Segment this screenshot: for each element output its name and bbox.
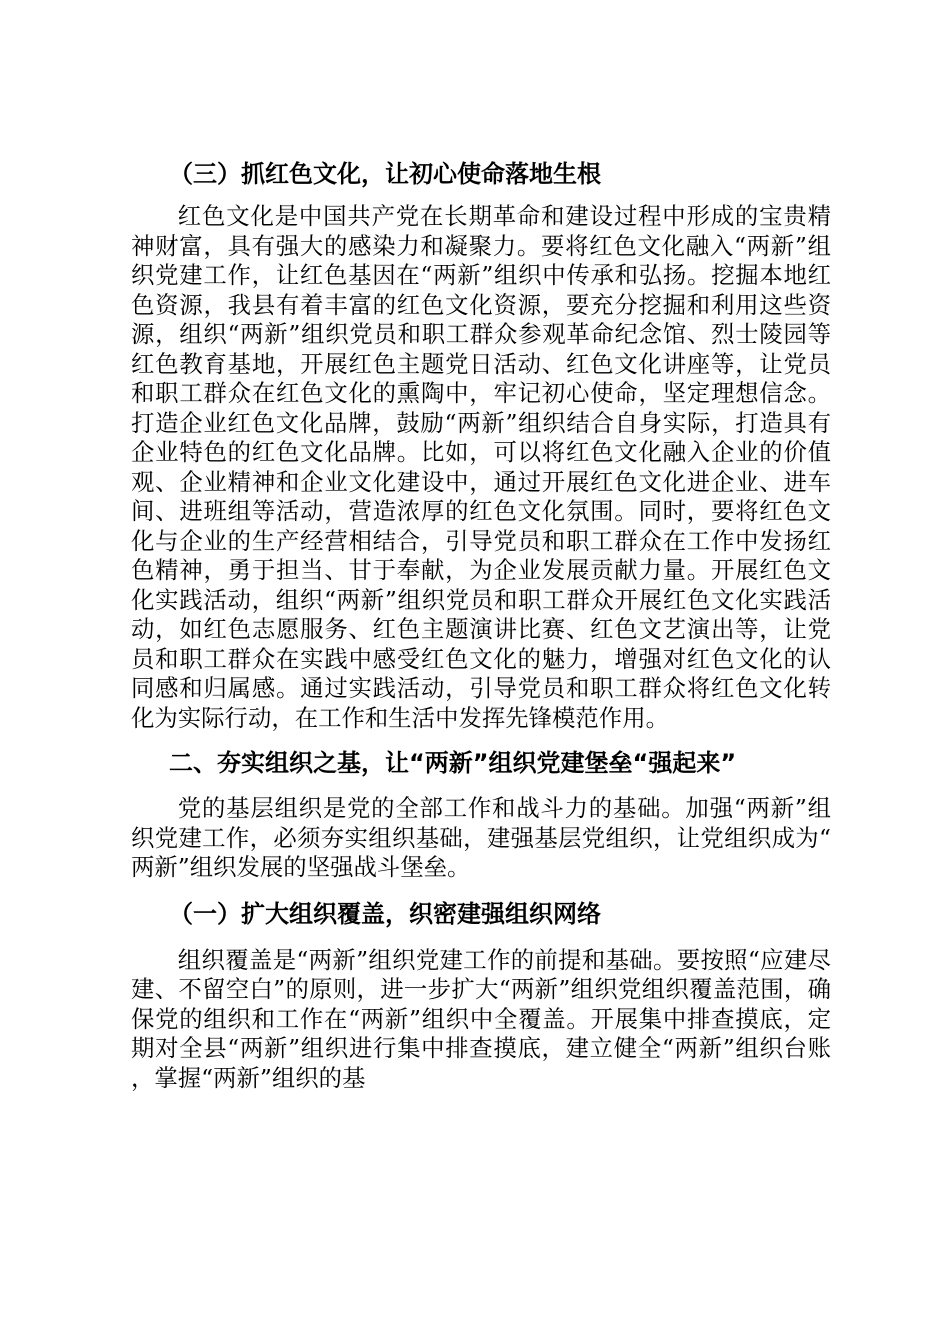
document-content <box>131 157 831 1093</box>
section-3-heading: （三）抓红色文化，让初心使命落地生根 <box>169 160 601 188</box>
section-3-paragraph: 红色文化是中国共产党在长期革命和建设过程中形成的宝贵精神财富，具有强大的感染力和凝聚力。要将红色文化融入“两新”组织党建工作，让红色基因在“两新”组织中传承和弘扬。挖掘本地红色资源，我县有着丰富的红色文化资源，要充分挖掘和利用这些资源，组织“两新”组织党员和职工群众参观革命纪念馆、烈士陵园等红色教育基地，开展红色主题党日活动、红色文化讲座等，让党员和职工群众在红色文化的熏陶中，牢记初心使命，坚定理想信念。打造企业红色文化品牌，鼓励“两新”组织结合自身实际，打造具有企业特色的红色文化品牌。比如，可以将红色文化融入企业的价值观、企业精神和企业文化建设中，通过开展红色文化进企业、进车间、进班组等活动，营造浓厚的红色文化氛围。同时，要将红色文化与企业的生产经营相结合，引导党员和职工群众在工作中发扬红色精神，勇于担当、甘于奉献，为企业发展贡献力量。开展红色文化实践活动，组织“两新”组织党员和职工群众开展红色文化实践活动，如红色志愿服务、红色主题演讲比赛、红色文艺演出等，让党员和职工群众在实践中感受红色文化的魅力，增强对红色文化的认同感和归属感。通过实践活动，引导党员和职工群众将红色文化转化为实际行动，在工作和生活中发挥先锋模范作用。 <box>131 202 831 732</box>
part-2-intro-paragraph: 党的基层组织是党的全部工作和战斗力的基础。加强“两新”组织党建工作，必须夯实组织基础，建强基层党组织，让党组织成为“两新”组织发展的坚强战斗堡垒。 <box>131 794 831 881</box>
section-1-paragraph: 组织覆盖是“两新”组织党建工作的前提和基础。要按照“应建尽建、不留空白”的原则，进一步扩大“两新”组织党组织覆盖范围，确保党的组织和工作在“两新”组织中全覆盖。开展集中排查摸底，定期对全县“两新”组织进行集中排查摸底，建立健全“两新”组织台账，掌握“两新”组织的基 <box>131 945 831 1092</box>
part-2-heading: 二、夯实组织之基，让“两新”组织党建堡垒“强起来” <box>169 749 737 777</box>
section-1-heading: （一）扩大组织覆盖，织密建强组织网络 <box>169 899 601 928</box>
